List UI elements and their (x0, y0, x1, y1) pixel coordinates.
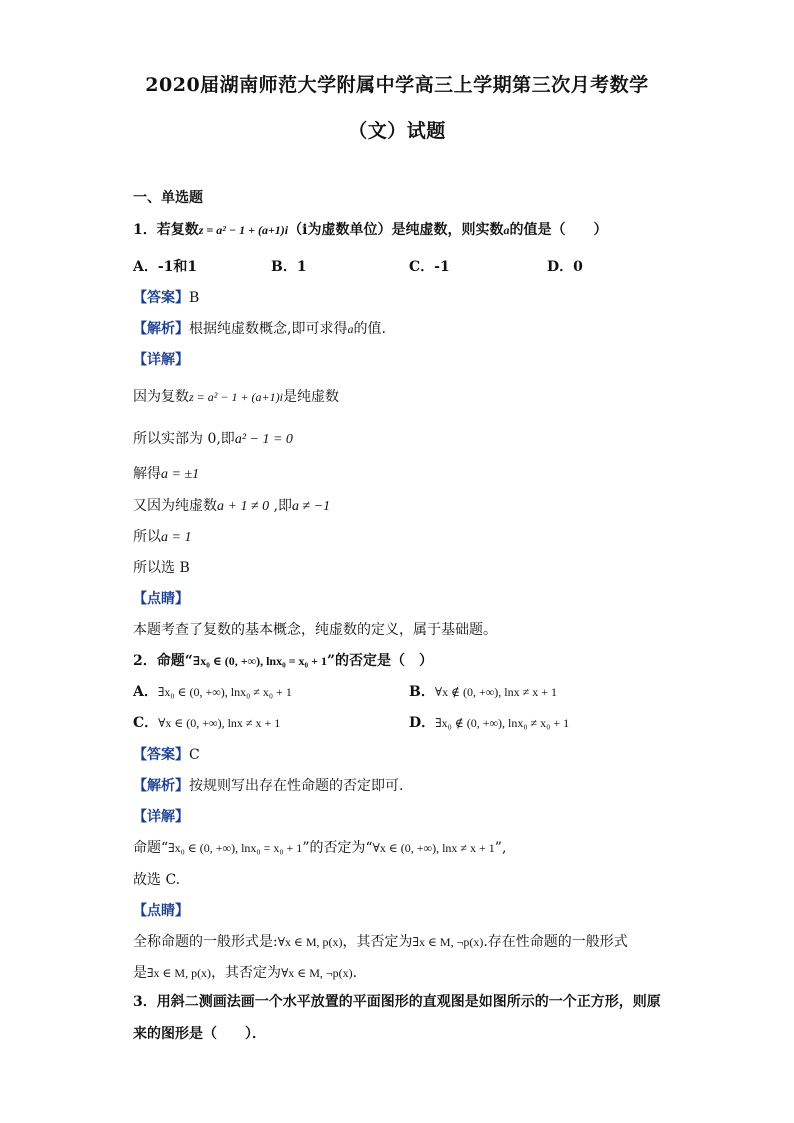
q1-detail-tag: 【详解】 (133, 352, 189, 368)
document-title: 2020届湖南师范大学附属中学高三上学期第三次月考数学 (145, 74, 649, 96)
q1-comment-tag: 【点睛】 (133, 591, 189, 607)
detail-math: a + 1 ≠ 0 (217, 499, 270, 514)
option-label: B． (409, 684, 435, 700)
q1-option-b: B．1 (271, 259, 307, 275)
comment-math: ∀x ∈ M, p(x) (277, 935, 343, 949)
question-3: 3．用斜二测画法画一个水平放置的平面图形的直观图是如图所示的一个正方形，则原来的图形是（ ）． (133, 994, 661, 1042)
option-label: C． (133, 715, 159, 731)
q2-suffix: ”的否定是（ ） (326, 653, 434, 669)
q2-option-d (409, 712, 569, 732)
detail-text: 解得 (133, 466, 161, 482)
analysis-variable: a (347, 322, 354, 336)
detail-math: a² − 1 = 0 (234, 432, 293, 447)
option-math: ∃x₀ ∉ (0, +∞), lnx₀ ≠ x₀ + 1 (435, 716, 570, 730)
detail-math: ∃x₀ ∈ (0, +∞), lnx₀ = x₀ + 1 (168, 841, 303, 855)
answer-tag: 【答案】 (133, 747, 189, 763)
detail-text-end: ”, (494, 840, 507, 856)
q1-option-a: A．-1和1 (133, 259, 198, 275)
detail-math: a = ±1 (161, 467, 200, 482)
q2-answer (133, 744, 200, 764)
detail-text: 命题“ (133, 840, 169, 856)
comment-text-end: . (352, 965, 358, 981)
q1-detail-line-6: 所以选 B (133, 560, 190, 576)
q1-option-d: D．0 (547, 259, 583, 275)
q2-option-a (133, 681, 292, 701)
option-math: ∃x₀ ∈ (0, +∞), lnx₀ ≠ x₀ + 1 (157, 685, 292, 699)
comment-text-mid: ，其否定为 (342, 934, 413, 950)
q2-comment-line-1 (133, 931, 628, 951)
detail-text-mid: ”的否定为“ (302, 840, 373, 856)
option-label: A． (133, 684, 158, 700)
question-2 (133, 650, 433, 670)
comment-text: 全称命题的一般形式是: (133, 934, 278, 950)
question-1 (133, 219, 607, 239)
q2-detail-line-1 (133, 837, 506, 857)
comment-text-mid: ，其否定为 (211, 965, 282, 981)
answer-tag: 【答案】 (133, 290, 189, 306)
q2-comment-tag: 【点睛】 (133, 903, 189, 919)
analysis-text: 根据纯虚数概念,即可求得 (189, 321, 348, 337)
q2-prefix: 2．命题“ (133, 653, 193, 669)
q1-detail-line-2 (133, 428, 293, 448)
q1-analysis (133, 318, 386, 338)
q1-detail-line-4 (133, 495, 330, 515)
option-label: D． (409, 715, 436, 731)
q1-option-c: C．-1 (409, 259, 450, 275)
detail-text: 又因为纯虚数 (133, 498, 217, 514)
q2-detail-line-2: 故选 C. (133, 872, 181, 888)
q1-detail-line-3 (133, 463, 199, 483)
detail-text-mid: ,即 (269, 498, 293, 514)
q2-comment-line-2 (133, 962, 357, 982)
document-subtitle: （文）试题 (348, 120, 446, 142)
comment-text: 是 (133, 965, 147, 981)
detail-math-2: ∀x ∈ (0, +∞), lnx ≠ x + 1 (372, 841, 495, 855)
analysis-text: 按规则写出存在性命题的否定即可. (189, 778, 404, 794)
q2-option-b (409, 681, 557, 701)
q1-detail-line-1 (133, 386, 339, 406)
q1-expression: z = a² − 1 + (a+1)i (198, 223, 289, 237)
comment-math-2: ∀x ∈ M, ¬p(x) (281, 966, 353, 980)
answer-value: C (189, 747, 200, 763)
section-heading: 一、单选题 (133, 190, 203, 206)
q1-variable: a (503, 223, 510, 237)
analysis-tag: 【解析】 (133, 778, 189, 794)
q2-option-c (133, 712, 280, 732)
detail-text-end: 是纯虚数 (282, 389, 339, 405)
detail-math-2: a ≠ −1 (292, 499, 331, 514)
q1-middle: （i为虚数单位）是纯虚数，则实数 (288, 222, 504, 238)
detail-text: 所以 (133, 529, 161, 545)
q1-suffix: 的值是（ ） (509, 222, 608, 238)
q1-prefix: 1．若复数 (133, 222, 199, 238)
comment-text-end: .存在性命题的一般形式 (483, 934, 628, 950)
q2-analysis (133, 775, 403, 795)
q1-comment: 本题考查了复数的基本概念，纯虚数的定义，属于基础题。 (133, 622, 497, 638)
detail-math: z = a² − 1 + (a+1)i (189, 390, 283, 404)
detail-text: 所以实部为 0,即 (133, 431, 235, 447)
option-math: ∀x ∈ (0, +∞), lnx ≠ x + 1 (158, 716, 281, 730)
detail-text: 因为复数 (133, 389, 189, 405)
option-math: ∀x ∉ (0, +∞), lnx ≠ x + 1 (434, 685, 557, 699)
q2-expression: ∃x₀ ∈ (0, +∞), lnx₀ = x₀ + 1 (192, 654, 327, 668)
detail-math: a = 1 (161, 530, 192, 545)
comment-math-2: ∃x ∈ M, ¬p(x) (412, 935, 484, 949)
q1-detail-line-5 (133, 526, 191, 546)
answer-value: B (189, 290, 200, 306)
q1-answer (133, 287, 199, 307)
analysis-tag: 【解析】 (133, 321, 189, 337)
analysis-text-end: 的值. (353, 321, 386, 337)
q2-detail-tag: 【详解】 (133, 809, 189, 825)
comment-math: ∃x ∈ M, p(x) (147, 966, 212, 980)
